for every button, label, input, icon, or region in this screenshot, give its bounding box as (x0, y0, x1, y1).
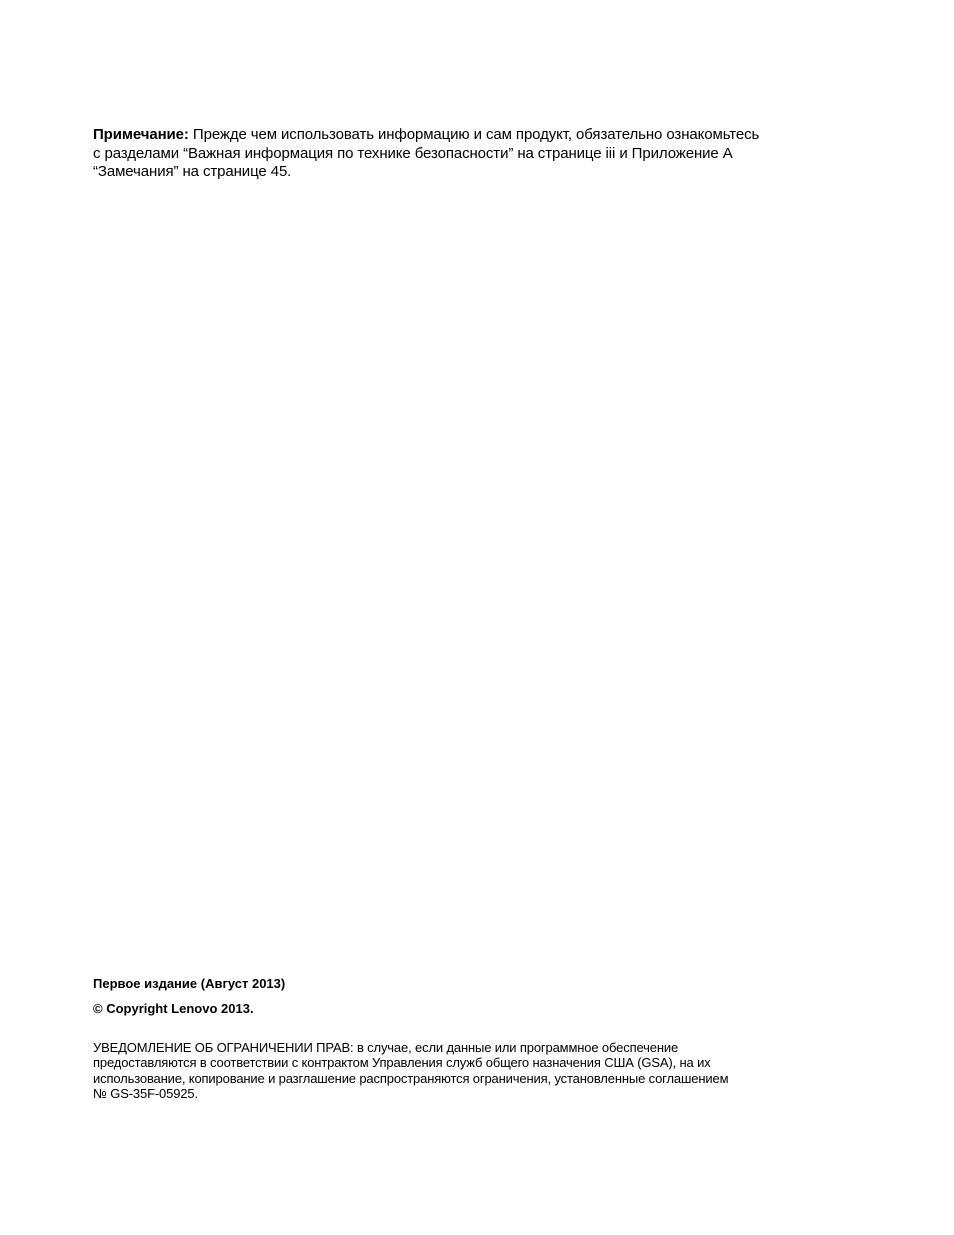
note-line-2: с разделами “Важная информация по технике безопасности” на странице iii и Приложение A (93, 144, 733, 162)
copyright-notice: © Copyright Lenovo 2013. (93, 1001, 254, 1016)
rights-line-1: УВЕДОМЛЕНИЕ ОБ ОГРАНИЧЕНИИ ПРАВ: в случае, если данные или программное обеспечение (93, 1040, 679, 1055)
note-line-3: “Замечания” на странице 45. (93, 163, 292, 180)
restricted-rights-notice (93, 1040, 833, 1101)
note-label: Примечание: (93, 126, 189, 143)
note-text-1: Прежде чем использовать информацию и сам продукт, обязательно ознакомьтесь (192, 126, 760, 143)
rights-line-3: использование, копирование и разглашение распространяются ограничения, установленные соглашением (93, 1070, 729, 1086)
rights-line-4: № GS-35F-05925. (93, 1085, 198, 1101)
edition-info: Первое издание (Август 2013) (93, 976, 286, 991)
note-paragraph (93, 126, 833, 182)
note-line-1 (93, 126, 833, 145)
rights-line-2: предоставляются в соответствии с контрактом Управления служб общего назначения США (GSA), на их (93, 1055, 711, 1071)
